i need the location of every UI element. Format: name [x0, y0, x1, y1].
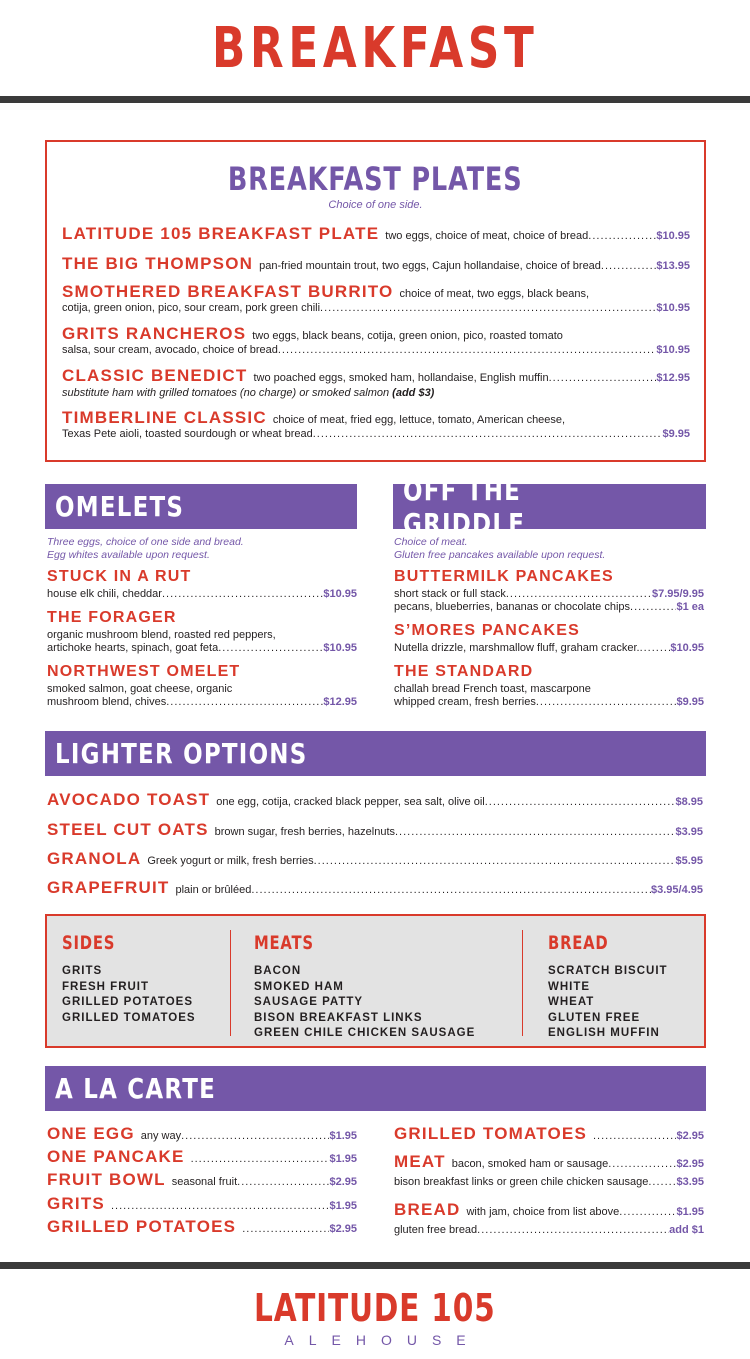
- meat-item: BISON BREAKFAST LINKS: [254, 1011, 423, 1024]
- item-price: $3.95/4.95: [651, 884, 703, 896]
- item-price: $9.95: [676, 696, 704, 708]
- item-description: bacon, smoked ham or sausage: [451, 1158, 609, 1170]
- header-divider: [0, 96, 750, 103]
- item-name: BREAD: [394, 1200, 461, 1219]
- side-item: GRILLED TOMATOES: [62, 1011, 196, 1024]
- item-price: $12.95: [323, 696, 357, 708]
- menu-item: [394, 1200, 704, 1220]
- meats-title: MEATS: [254, 932, 314, 954]
- item-price: $2.95: [676, 1130, 704, 1142]
- item-price: $1.95: [329, 1130, 357, 1142]
- menu-item: [47, 1170, 357, 1190]
- item-description: whipped cream, fresh berries: [394, 696, 536, 708]
- item-description: choice of meat, fried egg, lettuce, tomato, American cheese,: [272, 414, 566, 426]
- footer-divider: [0, 1262, 750, 1269]
- item-price: $10.95: [323, 588, 357, 600]
- item-price: $13.95: [656, 260, 690, 272]
- item-name: AVOCADO TOAST: [47, 790, 211, 809]
- item-description: organic mushroom blend, roasted red peppers,: [47, 629, 276, 641]
- meat-item: SAUSAGE PATTY: [254, 996, 364, 1008]
- menu-item: [47, 849, 703, 869]
- item-name: GRITS RANCHEROS: [62, 324, 247, 343]
- item-name: SMOTHERED BREAKFAST BURRITO: [62, 282, 394, 301]
- omelets-header: [45, 484, 357, 529]
- item-description: short stack or full stack: [394, 588, 506, 600]
- menu-item: [394, 1152, 704, 1172]
- bread-item: WHEAT: [548, 996, 595, 1008]
- item-description: mushroom blend, chives: [47, 696, 167, 708]
- item-description: seasonal fruit: [171, 1176, 238, 1188]
- item-name: STUCK IN A RUT: [47, 568, 192, 585]
- item-description: plain or brûléed: [175, 884, 252, 896]
- item-name: THE BIG THOMPSON: [62, 254, 254, 273]
- item-name: BUTTERMILK PANCAKES: [394, 568, 614, 585]
- griddle-header: [393, 473, 706, 540]
- item-price: $10.95: [656, 230, 690, 242]
- omelets-title: OMELETS: [55, 490, 185, 523]
- item-name: FRUIT BOWL: [47, 1170, 166, 1189]
- bread-item: ENGLISH MUFFIN: [548, 1027, 660, 1039]
- menu-item: [47, 1194, 357, 1214]
- menu-item: [47, 1147, 357, 1167]
- bread-item: SCRATCH BISCUIT: [548, 965, 668, 977]
- menu-item: [47, 1124, 357, 1144]
- item-name: MEAT: [394, 1152, 446, 1171]
- item-note: substitute ham with grilled tomatoes (no charge) or smoked salmon: [62, 387, 390, 399]
- bread-column: [548, 932, 668, 1042]
- menu-item: [62, 254, 690, 274]
- menu-item: [47, 1217, 357, 1237]
- menu-item: [47, 663, 357, 681]
- item-price: $9.95: [662, 428, 690, 440]
- item-name: ONE PANCAKE: [47, 1147, 185, 1166]
- item-description: challah bread French toast, mascarpone: [394, 683, 591, 695]
- item-name: GRAPEFRUIT: [47, 878, 170, 897]
- meats-column: [254, 932, 475, 1042]
- menu-item: [62, 324, 690, 344]
- item-description: two eggs, choice of meat, choice of bread: [385, 230, 589, 242]
- item-description: artichoke hearts, spinach, goat feta: [47, 642, 219, 654]
- menu-item: [47, 568, 357, 586]
- column-divider: [230, 930, 231, 1036]
- item-name: NORTHWEST OMELET: [47, 663, 241, 680]
- item-name: TIMBERLINE CLASSIC: [62, 408, 267, 427]
- item-description: pan-fried mountain trout, two eggs, Cajun hollandaise, choice of bread: [259, 260, 601, 272]
- bread-item: WHITE: [548, 980, 591, 993]
- item-name: GRILLED TOMATOES: [394, 1124, 587, 1143]
- item-price: $2.95: [329, 1176, 357, 1188]
- menu-item: [62, 282, 690, 302]
- logo-subtitle: ALEHOUSE: [284, 1332, 481, 1348]
- item-description: Nutella drizzle, marshmallow fluff, graham cracker.: [394, 642, 640, 654]
- meat-item: GREEN CHILE CHICKEN SAUSAGE: [254, 1027, 476, 1039]
- item-description: bison breakfast links or green chile chicken sausage: [394, 1176, 649, 1188]
- item-description: choice of meat, two eggs, black beans,: [399, 288, 590, 300]
- item-name: ONE EGG: [47, 1124, 135, 1143]
- item-price: $5.95: [675, 855, 703, 867]
- menu-item: [47, 878, 703, 898]
- side-item: FRESH FRUIT: [62, 980, 150, 993]
- item-description: two poached eggs, smoked ham, hollandaise, English muffin: [253, 372, 549, 384]
- omelets-subtitle: Three eggs, choice of one side and bread. Egg whites available upon request.: [47, 536, 244, 561]
- a-la-carte-header: [45, 1066, 706, 1111]
- menu-item: [394, 663, 704, 681]
- menu-item: [62, 224, 690, 244]
- item-name: S’MORES PANCAKES: [394, 622, 581, 639]
- item-name: THE STANDARD: [394, 663, 534, 680]
- item-description: Texas Pete aioli, toasted sourdough or wheat bread: [62, 428, 313, 440]
- item-description: with jam, choice from list above: [466, 1206, 620, 1218]
- item-price: $3.95: [676, 1176, 704, 1188]
- item-price: $2.95: [676, 1158, 704, 1170]
- item-price: $1.95: [329, 1153, 357, 1165]
- item-price: $2.95: [329, 1223, 357, 1235]
- item-price: $10.95: [656, 302, 690, 314]
- item-price: $8.95: [675, 796, 703, 808]
- item-description: smoked salmon, goat cheese, organic: [47, 683, 233, 695]
- menu-item: [47, 609, 357, 627]
- item-description: any way: [140, 1130, 182, 1142]
- bread-title: BREAD: [548, 932, 609, 954]
- item-name: STEEL CUT OATS: [47, 820, 209, 839]
- item-name: GRITS: [47, 1194, 105, 1213]
- item-note-price: (add $3): [392, 387, 435, 399]
- a-la-carte-title: A LA CARTE: [55, 1072, 217, 1105]
- item-price: $10.95: [323, 642, 357, 654]
- side-item: GRITS: [62, 965, 103, 977]
- footer-logo: [0, 1286, 750, 1330]
- column-divider: [522, 930, 523, 1036]
- item-name: CLASSIC BENEDICT: [62, 366, 248, 385]
- breakfast-plates-subtitle: Choice of one side.: [328, 199, 423, 211]
- bread-item: GLUTEN FREE: [548, 1011, 641, 1024]
- item-description: brown sugar, fresh berries, hazelnuts: [214, 826, 395, 838]
- side-item: GRILLED POTATOES: [62, 996, 194, 1008]
- meat-item: BACON: [254, 965, 302, 977]
- item-description: Greek yogurt or milk, fresh berries: [147, 855, 314, 867]
- item-price: $1.95: [329, 1200, 357, 1212]
- menu-item: [62, 366, 690, 386]
- menu-header: [0, 0, 750, 96]
- item-description: house elk chili, cheddar: [47, 588, 162, 600]
- item-price: $7.95/9.95: [652, 588, 704, 600]
- menu-item: [394, 1124, 704, 1144]
- meat-item: SMOKED HAM: [254, 980, 344, 993]
- lighter-options-header: [45, 731, 706, 776]
- griddle-subtitle: Choice of meat. Gluten free pancakes available upon request.: [394, 536, 606, 561]
- breakfast-plates-section: [45, 140, 706, 462]
- item-price: $10.95: [656, 344, 690, 356]
- menu-item: [394, 568, 704, 586]
- item-price: $10.95: [670, 642, 704, 654]
- menu-item: [394, 622, 704, 640]
- menu-item: [62, 408, 690, 428]
- item-description: one egg, cotija, cracked black pepper, sea salt, olive oil: [216, 796, 485, 808]
- sides-title: SIDES: [62, 932, 116, 954]
- lighter-options-title: LIGHTER OPTIONS: [55, 737, 308, 770]
- griddle-title: OFF THE GRIDDLE: [403, 473, 526, 540]
- item-description: gluten free bread: [394, 1224, 478, 1236]
- item-name: GRANOLA: [47, 849, 142, 868]
- menu-item: [47, 790, 703, 810]
- item-price: add $1: [669, 1224, 704, 1236]
- item-price: $3.95: [675, 826, 703, 838]
- breakfast-plates-title: BREAKFAST PLATES: [228, 160, 523, 198]
- item-description: pecans, blueberries, bananas or chocolate chips: [394, 601, 631, 613]
- item-name: THE FORAGER: [47, 609, 177, 626]
- sides-meats-bread-box: [45, 914, 706, 1048]
- menu-item: [47, 820, 703, 840]
- sides-column: [62, 932, 196, 1026]
- item-description: salsa, sour cream, avocado, choice of bread: [62, 344, 278, 356]
- item-name: GRILLED POTATOES: [47, 1217, 237, 1236]
- item-price: $1 ea: [676, 601, 704, 613]
- item-description: cotija, green onion, pico, sour cream, pork green chili: [62, 302, 321, 314]
- item-price: $1.95: [676, 1206, 704, 1218]
- logo-wordmark: LATITUDE 105: [254, 1286, 496, 1330]
- item-name: LATITUDE 105 BREAKFAST PLATE: [62, 224, 380, 243]
- page-title: BREAKFAST: [211, 15, 539, 81]
- item-description: two eggs, black beans, cotija, green onion, pico, roasted tomato: [252, 330, 563, 342]
- item-price: $12.95: [656, 372, 690, 384]
